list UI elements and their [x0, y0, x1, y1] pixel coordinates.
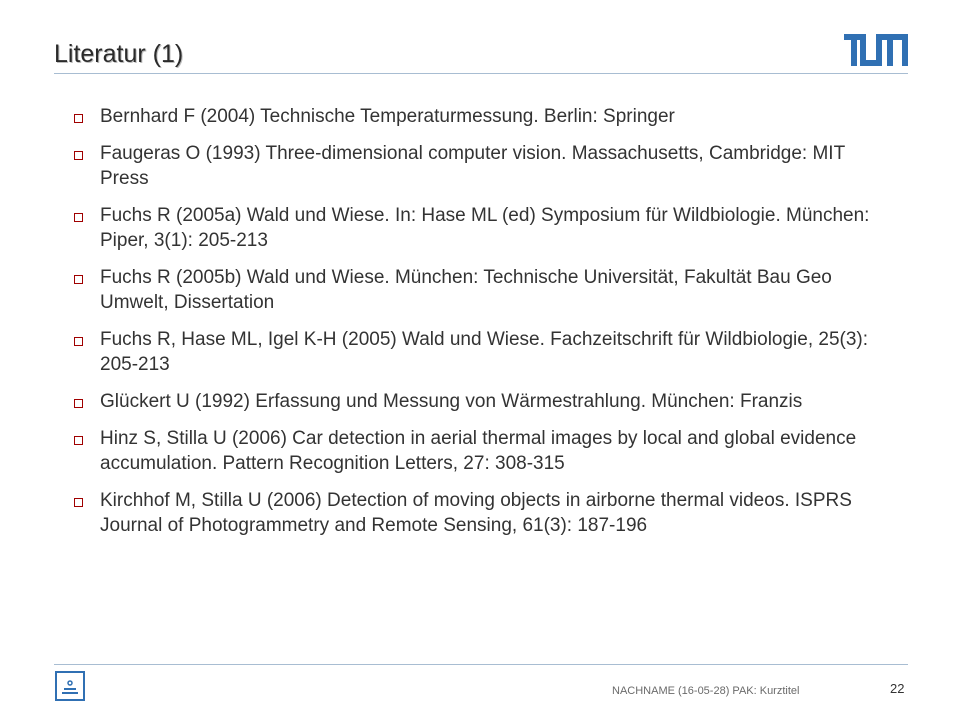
reference-item	[74, 389, 874, 414]
footer-text: NACHNAME (16-05-28) PAK: Kurztitel	[612, 685, 800, 697]
page-number: 22	[890, 681, 905, 696]
square-bullet-icon	[74, 337, 83, 346]
reference-item	[74, 104, 874, 129]
reference-text: Kirchhof M, Stilla U (2006) Detection of moving objects in airborne thermal videos. ISPRS Journal of Photogrammetry and Remote Sensing, 61(3): 187-196	[100, 490, 852, 536]
reference-list	[74, 104, 874, 550]
reference-text: Bernhard F (2004) Technische Temperaturmessung. Berlin: Springer	[100, 106, 675, 127]
reference-text: Glückert U (1992) Erfassung und Messung von Wärmestrahlung. München: Franzis	[100, 391, 803, 412]
reference-item	[74, 141, 874, 191]
slide-title: Literatur (1)	[54, 40, 184, 68]
reference-text: Hinz S, Stilla U (2006) Car detection in aerial thermal images by local and global evidence accumulation. Pattern Recognition Letters, 27: 308-315	[100, 428, 857, 474]
square-bullet-icon	[74, 436, 83, 445]
presentation-home-icon[interactable]	[55, 671, 85, 701]
square-bullet-icon	[74, 498, 83, 507]
square-bullet-icon	[74, 213, 83, 222]
reference-item	[74, 265, 874, 315]
square-bullet-icon	[74, 399, 83, 408]
square-bullet-icon	[74, 275, 83, 284]
reference-text: Fuchs R (2005b) Wald und Wiese. München: Technische Universität, Fakultät Bau Geo Umwelt, Dissertation	[100, 267, 832, 313]
tum-logo	[844, 34, 908, 66]
title-divider	[54, 73, 908, 74]
reference-item	[74, 488, 874, 538]
square-bullet-icon	[74, 114, 83, 123]
reference-item	[74, 203, 874, 253]
reference-text: Fuchs R, Hase ML, Igel K-H (2005) Wald und Wiese. Fachzeitschrift für Wildbiologie, 25(3): 205-213	[100, 329, 869, 375]
reference-text: Fuchs R (2005a) Wald und Wiese. In: Hase ML (ed) Symposium für Wildbiologie. München: Piper, 3(1): 205-213	[100, 205, 870, 251]
reference-text: Faugeras O (1993) Three-dimensional computer vision. Massachusetts, Cambridge: MIT Press	[100, 143, 845, 189]
reference-item	[74, 426, 874, 476]
footer-divider	[54, 664, 908, 665]
square-bullet-icon	[74, 151, 83, 160]
reference-item	[74, 327, 874, 377]
